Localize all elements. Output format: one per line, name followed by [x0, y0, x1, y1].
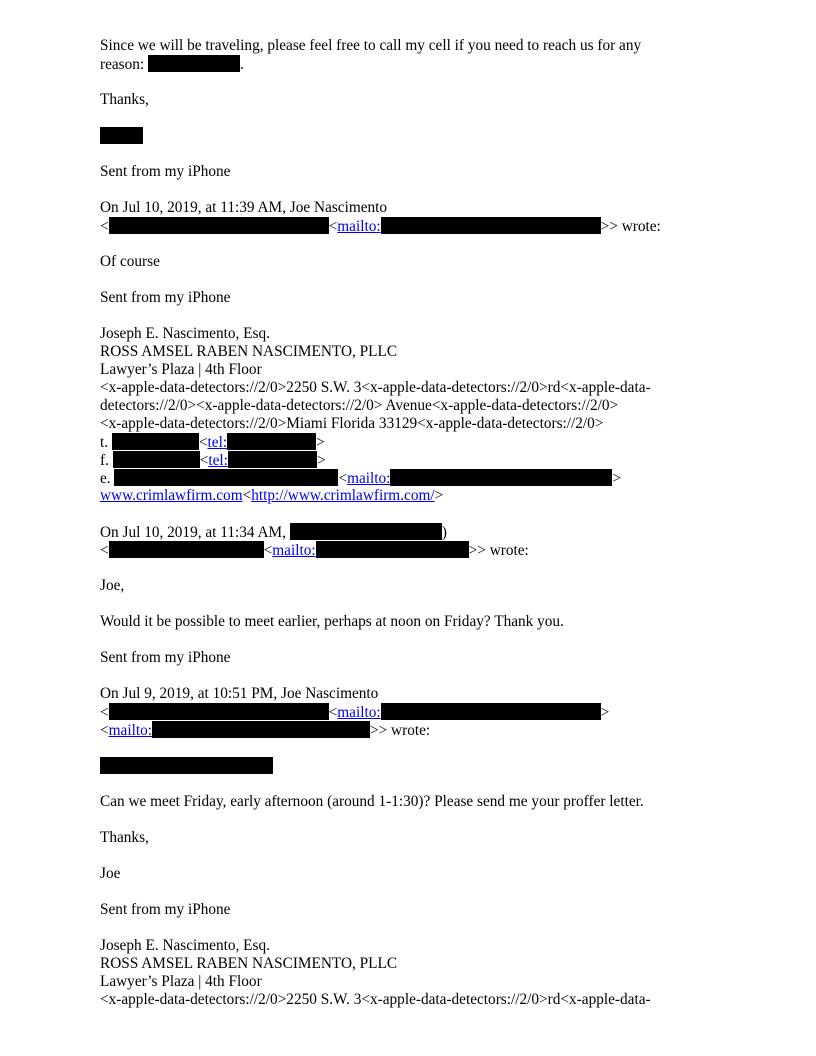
tel-link[interactable]: tel: — [208, 452, 228, 469]
signature-fax — [100, 451, 800, 469]
angle-open: < — [100, 704, 109, 721]
thanks-line: Thanks, — [100, 829, 149, 846]
greeting: Joe, — [100, 577, 125, 594]
tel-link[interactable]: tel: — [207, 434, 228, 451]
fax-label: f. — [100, 452, 113, 469]
redacted-email — [390, 469, 612, 486]
question-text: Would it be possible to meet earlier, perhaps at noon on Friday? Thank you. — [100, 613, 564, 630]
quote-date: On Jul 10, 2019, at 11:34 AM, — [100, 524, 290, 541]
angle-open: < — [100, 218, 109, 235]
redacted-greeting — [100, 757, 273, 774]
signature-website — [100, 487, 800, 505]
quote-header-3-address-2 — [100, 721, 800, 739]
redacted-phone — [148, 55, 240, 72]
signature-firm: ROSS AMSEL RABEN NASCIMENTO, PLLC — [100, 955, 398, 972]
redacted-email — [381, 703, 601, 720]
signature-address-3: <x-apple-data-detectors://2/0>Miami Florida 33129<x-apple-data-detectors://2/0> — [100, 415, 604, 432]
signoff-name: Joe — [100, 865, 121, 882]
redacted-greeting-line — [100, 757, 800, 775]
reason-label: reason: — [100, 56, 148, 73]
signature-telephone — [100, 433, 800, 451]
reply-text: Of course — [100, 253, 160, 270]
redacted-email — [316, 541, 469, 558]
quote-header-1: On Jul 10, 2019, at 11:39 AM, Joe Nascimento — [100, 199, 388, 216]
redacted-signature-line — [100, 127, 800, 145]
angle-close: > — [316, 452, 326, 469]
wrote-label: >> wrote: — [600, 218, 661, 235]
angle-close: > — [612, 470, 622, 487]
redacted-phone — [112, 433, 199, 450]
mailto-link[interactable]: mailto: — [337, 704, 381, 721]
signature-floor: Lawyer’s Plaza | 4th Floor — [100, 361, 262, 378]
sent-from-iphone: Sent from my iPhone — [100, 649, 231, 666]
wrote-label: >> wrote: — [468, 542, 529, 559]
redacted-fax — [228, 451, 317, 468]
mailto-link[interactable]: mailto: — [337, 218, 381, 235]
mailto-link[interactable]: mailto: — [347, 470, 391, 487]
mailto-link[interactable]: mailto: — [108, 722, 152, 739]
signature-name: Joseph E. Nascimento, Esq. — [100, 325, 270, 342]
angle-open: < — [328, 704, 338, 721]
redacted-email — [381, 217, 601, 234]
angle-close: > — [434, 487, 444, 504]
signature-address-1: <x-apple-data-detectors://2/0>2250 S.W. 3<x-apple-data-detectors://2/0>rd<x-apple-data- — [100, 991, 651, 1008]
email-label: e. — [100, 470, 115, 487]
website-link[interactable]: www.crimlawfirm.com — [100, 487, 243, 504]
angle-open: < — [100, 722, 109, 739]
redacted-phone — [227, 433, 316, 450]
angle-open: < — [198, 434, 208, 451]
quote-header-2-address — [100, 541, 800, 559]
paren-close: ) — [441, 524, 447, 541]
period: . — [240, 56, 244, 73]
sent-from-iphone: Sent from my iPhone — [100, 163, 231, 180]
redacted-email — [109, 703, 329, 720]
angle-close: > — [316, 434, 325, 451]
angle-open: < — [328, 218, 338, 235]
redacted-email — [109, 217, 329, 234]
request-text: Can we meet Friday, early afternoon (around 1-1:30)? Please send me your proffer letter. — [100, 793, 644, 810]
angle-open: < — [263, 542, 273, 559]
sent-from-iphone: Sent from my iPhone — [100, 289, 231, 306]
redacted-email — [114, 469, 338, 486]
angle-open: < — [338, 470, 348, 487]
signature-firm: ROSS AMSEL RABEN NASCIMENTO, PLLC — [100, 343, 398, 360]
intro-line-2 — [100, 55, 800, 73]
redacted-sender — [290, 523, 442, 540]
signature-name: Joseph E. Nascimento, Esq. — [100, 937, 270, 954]
quote-header-1-address — [100, 217, 800, 235]
intro-line-1: Since we will be traveling, please feel free to call my cell if you need to reach us for any — [100, 37, 642, 54]
quote-header-2 — [100, 523, 800, 541]
signature-floor: Lawyer’s Plaza | 4th Floor — [100, 973, 262, 990]
thanks-line: Thanks, — [100, 91, 149, 108]
website-url-link[interactable]: http://www.crimlawfirm.com/ — [251, 487, 435, 504]
email-document — [100, 37, 800, 1009]
angle-open: < — [199, 452, 209, 469]
signature-email — [100, 469, 800, 487]
tel-label: t. — [100, 434, 112, 451]
signature-address-2: detectors://2/0><x-apple-data-detectors://2/0> Avenue<x-apple-data-detectors://2/0> — [100, 397, 619, 414]
redacted-name — [100, 127, 143, 144]
signature-address-1: <x-apple-data-detectors://2/0>2250 S.W. 3<x-apple-data-detectors://2/0>rd<x-apple-data- — [100, 379, 651, 396]
redacted-email — [152, 721, 370, 738]
angle-close: > — [600, 704, 610, 721]
sent-from-iphone: Sent from my iPhone — [100, 901, 231, 918]
angle-open: < — [100, 542, 109, 559]
wrote-label: >> wrote: — [369, 722, 431, 739]
quote-header-3-address — [100, 703, 800, 721]
angle-open: < — [242, 487, 252, 504]
mailto-link[interactable]: mailto: — [272, 542, 316, 559]
redacted-email — [109, 541, 264, 558]
redacted-fax — [113, 451, 200, 468]
quote-header-3: On Jul 9, 2019, at 10:51 PM, Joe Nascimento — [100, 685, 379, 702]
